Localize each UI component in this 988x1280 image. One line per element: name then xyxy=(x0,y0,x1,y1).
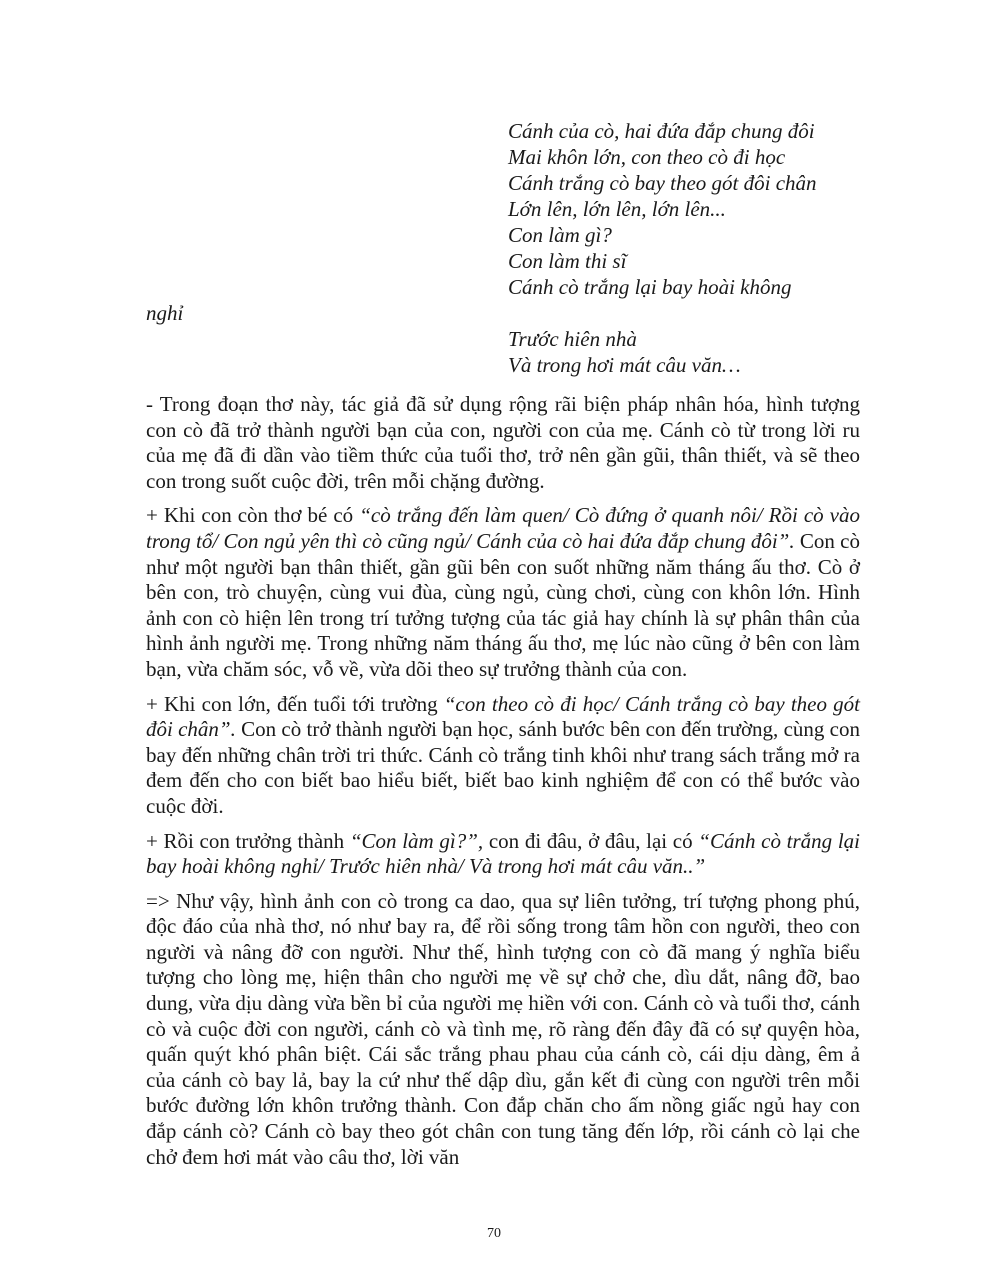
paragraph-text: + Khi con còn thơ bé có xyxy=(146,503,360,528)
paragraph-text: Con cò trở thành người bạn học, sánh bước bên con đến trường, cùng con bay đến những chân trời tri thức. Cánh cò trắng tinh khôi như trang sách trắng mở ra đem đến cho con biết bao hiểu biết, biết bao kinh nghiệm để con có thể bước vào cuộc đời. xyxy=(146,717,860,818)
poem-line: Cánh của cò, hai đứa đắp chung đôi xyxy=(508,119,815,143)
paragraph-text: con đi đâu, ở đâu, lại có xyxy=(483,828,699,853)
paragraph xyxy=(146,503,860,682)
paragraph-text: + Khi con lớn, đến tuổi tới trường xyxy=(146,691,444,716)
poem-line: Mai khôn lớn, con theo cò đi học xyxy=(508,145,786,169)
paragraph xyxy=(146,889,860,1171)
paragraph-text: - Trong đoạn thơ này, tác giả đã sử dụng rộng rãi biện pháp nhân hóa, hình tượng con cò đã trở thành người bạn của con, người con của mẹ. Cánh cò từ trong lời ru của mẹ đã đi dần vào tiềm thức của tuổi thơ, trở nên gần gũi, thân thiết, và sẽ theo con trong suốt cuộc đời, trên mỗi chặng đường. xyxy=(146,392,860,493)
paragraph xyxy=(146,829,860,880)
poem-line: Lớn lên, lớn lên, lớn lên... xyxy=(508,197,726,221)
poem-stanza-end xyxy=(508,326,948,378)
paragraph xyxy=(146,392,860,494)
paragraph-text: Con cò như một người bạn thân thiết, gần gũi bên con suốt những năm tháng ấu thơ. Cò ở bên con, trò chuyện, cùng vui đùa, cùng ngủ, cùng chơi, cùng con khôn lớn. Hình ảnh con cò hiện lên trong trí tưởng tượng của tác giả hay chính là sự phân thân của hình ảnh người mẹ. Trong những năm tháng ấu thơ, mẹ lúc nào cũng ở bên con làm bạn, vừa chăm sóc, vỗ về, vừa dõi theo sự trưởng thành của con. xyxy=(146,528,861,681)
paragraph-text: => Như vậy, hình ảnh con cò trong ca dao, qua sự liên tưởng, trí tượng phong phú, độc đáo của nhà thơ, nó như bay ra, để rồi sống trong tâm hồn con người, theo con người và nâng đỡ con người. Như thế, hình tượng con cò đã mang ý nghĩa biểu tượng cho lòng mẹ, hiện thân cho người mẹ về sự chở che, dìu dắt, nâng đỡ, bao dung, vừa dịu dàng vừa bền bỉ của người mẹ hiền với con. Cánh cò và tuổi thơ, cánh cò và cuộc đời con người, cánh cò và tình mẹ, rõ ràng đến đây đã có sự quyện hòa, quấn quýt khó phân biệt. Cái sắc trắng phau phau của cánh cò, cái dịu dàng, êm ả của cánh cò bay lả, bay la cứ như thế dập dìu, gắn kết đi cùng con người trên mỗi bước đường lớn khôn trưởng thành. Con đắp chăn cho ấm nồng giấc ngủ hay con đắp cánh cò? Cánh cò bay theo gót chân con tung tăng đến lớp, rồi cánh cò lại che chở đem hơi mát vào câu thơ, lời văn xyxy=(146,888,860,1169)
paragraph-text: + Rồi con trưởng thành xyxy=(146,828,350,853)
body-text xyxy=(146,392,860,1179)
quoted-verse: “con theo cò đi học/ Cánh trắng cò bay theo gót đôi chân”. xyxy=(146,691,860,742)
poem-line-wrap: nghỉ xyxy=(146,301,184,325)
quoted-verse: “Con làm gì?”, xyxy=(349,828,484,853)
page-number: 70 xyxy=(487,1226,501,1241)
poem-line: Cánh trắng cò bay theo gót đôi chân xyxy=(508,171,817,195)
poem-line: Con làm gì? xyxy=(508,223,612,247)
paragraph xyxy=(146,692,860,820)
poem-stanza xyxy=(508,118,948,300)
poem-line: Trước hiên nhà xyxy=(508,327,637,351)
poem-line: Và trong hơi mát câu văn… xyxy=(508,353,741,377)
quoted-verse: “Cánh cò trắng lại bay hoài không nghỉ/ Trước hiên nhà/ Và trong hơi mát câu văn..” xyxy=(146,828,861,879)
quoted-verse: “cò trắng đến làm quen/ Cò đứng ở quanh nôi/ Rồi cò vào trong tổ/ Con ngủ yên thì cò cũng ngủ/ Cánh của cò hai đứa đắp chung đôi”. xyxy=(146,503,860,553)
poem-line: Con làm thi sĩ xyxy=(508,249,627,273)
poem-line: Cánh cò trắng lại bay hoài không xyxy=(508,275,792,299)
